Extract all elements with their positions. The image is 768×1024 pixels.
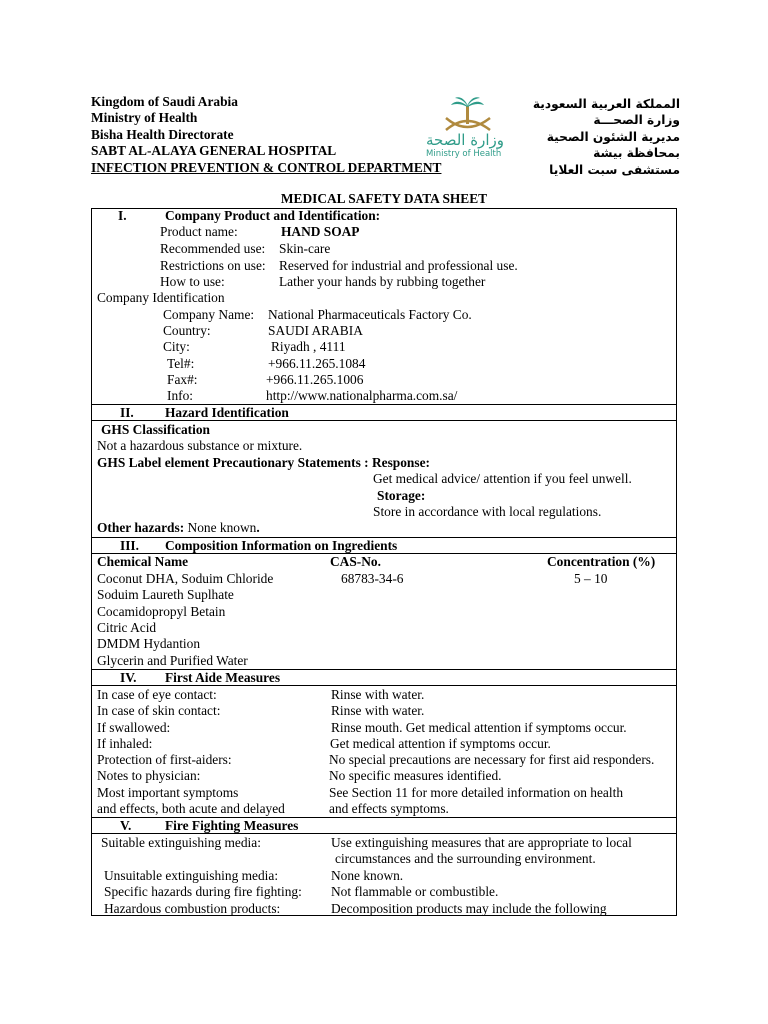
city-label: City: — [163, 339, 190, 354]
specific-hazards-label: Specific hazards during fire fighting: — [104, 884, 302, 899]
fax-value: +966.11.265.1006 — [266, 372, 364, 387]
first-aid-label: Protection of first-aiders: — [97, 752, 232, 767]
first-aid-label: If swallowed: — [97, 720, 171, 735]
section-4-number: IV. — [120, 670, 137, 685]
tel-label: Tel#: — [167, 356, 195, 371]
first-aid-value: Rinse mouth. Get medical attention if symptoms occur. — [331, 720, 627, 735]
header-line-ministry: Ministry of Health — [91, 110, 198, 126]
document-title: MEDICAL SAFETY DATA SHEET — [280, 191, 488, 206]
first-aid-label: In case of skin contact: — [97, 703, 221, 718]
ingredient-row: Citric Acid — [97, 620, 157, 635]
other-hazards-value: None known — [187, 520, 257, 535]
column-concentration: Concentration (%) — [547, 554, 656, 569]
restrictions-label: Restrictions on use: — [160, 258, 266, 273]
ministry-logo — [424, 96, 512, 162]
tel-value: +966.11.265.1084 — [268, 356, 366, 371]
section-3-title: Composition Information on Ingredients — [165, 538, 398, 553]
header-arabic-governorate: بمحافظة بيشة — [593, 146, 680, 161]
first-aid-value: Rinse with water. — [331, 703, 425, 718]
suitable-media-value-continued: circumstances and the surrounding environment. — [335, 851, 596, 866]
ghs-label-heading: GHS Label element Precautionary Statements : Response: — [97, 455, 430, 470]
column-cas-no: CAS-No. — [330, 554, 381, 569]
header-line-kingdom: Kingdom of Saudi Arabia — [91, 94, 238, 109]
ingredient-row: DMDM Hydantion — [97, 636, 201, 651]
recommended-use-value: Skin-care — [279, 241, 331, 256]
header-arabic-directorate: مديرية الشئون الصحية — [546, 129, 680, 144]
first-aid-value: Get medical attention if symptoms occur. — [330, 736, 551, 751]
header-line-hospital: SABT AL-ALAYA GENERAL HOSPITAL — [91, 143, 337, 159]
concentration-value: 5 – 10 — [574, 571, 608, 586]
section-2-title: Hazard Identification — [165, 405, 289, 420]
column-chemical-name: Chemical Name — [97, 554, 189, 569]
other-hazards-label: Other hazards: — [97, 520, 185, 535]
combustion-products-value: Decomposition products may include the following — [331, 901, 607, 916]
header-line-department: INFECTION PREVENTION & CONTROL DEPARTMENT — [91, 159, 442, 175]
first-aid-label: Most important symptoms — [97, 785, 239, 800]
header-english-block — [91, 94, 441, 176]
section-3-number: III. — [120, 538, 139, 553]
combustion-products-label: Hazardous combustion products: — [104, 901, 281, 916]
other-hazards-period: . — [256, 520, 260, 535]
section-1-number: I. — [118, 208, 127, 223]
ingredient-row: Coconut DHA, Soduim Chloride — [97, 571, 274, 586]
logo-english-text: Ministry of Health — [426, 149, 502, 159]
country-label: Country: — [163, 323, 211, 338]
company-identification-heading: Company Identification — [97, 290, 225, 305]
first-aid-value: See Section 11 for more detailed information on health — [329, 785, 624, 800]
response-text: Get medical advice/ attention if you feel unwell. — [373, 471, 632, 486]
country-value: SAUDI ARABIA — [268, 323, 363, 338]
first-aid-label: If inhaled: — [97, 736, 153, 751]
other-hazards-line — [97, 520, 260, 536]
first-aid-value: Rinse with water. — [331, 687, 425, 702]
first-aid-label: and effects, both acute and delayed — [97, 801, 285, 816]
restrictions-value: Reserved for industrial and professional use. — [279, 258, 518, 273]
company-name-label: Company Name: — [163, 307, 255, 322]
logo-arabic-text: وزارة الصحة — [426, 131, 504, 149]
product-name-value: HAND SOAP — [281, 224, 360, 239]
first-aid-label: In case of eye contact: — [97, 687, 217, 702]
company-name-value: National Pharmaceuticals Factory Co. — [268, 307, 472, 322]
storage-text: Store in accordance with local regulations. — [373, 504, 602, 519]
first-aid-value: No special precautions are necessary for first aid responders. — [329, 752, 655, 767]
unsuitable-media-label: Unsuitable extinguishing media: — [104, 868, 279, 883]
ingredient-row: Cocamidopropyl Betain — [97, 604, 226, 619]
header-line-directorate: Bisha Health Directorate — [91, 126, 234, 142]
product-name-label: Product name: — [160, 224, 238, 239]
ghs-classification-text: Not a hazardous substance or mixture. — [97, 438, 303, 453]
header-arabic-ministry: وزارة الصحـــة — [593, 113, 680, 128]
city-value: Riyadh , 4111 — [271, 339, 346, 354]
storage-heading: Storage: — [377, 488, 426, 503]
fax-label: Fax#: — [167, 372, 198, 387]
info-url[interactable]: http://www.nationalpharma.com.sa/ — [266, 388, 458, 403]
cas-number-value: 68783-34-6 — [341, 571, 404, 586]
specific-hazards-value: Not flammable or combustible. — [331, 884, 499, 899]
section-4-title: First Aide Measures — [165, 670, 281, 685]
info-label: Info: — [167, 388, 194, 403]
header-arabic-block — [533, 96, 680, 178]
recommended-use-label: Recommended use: — [160, 241, 266, 256]
ingredient-row: Glycerin and Purified Water — [97, 653, 248, 668]
section-2-number: II. — [120, 405, 134, 420]
suitable-media-value: Use extinguishing measures that are appropriate to local — [331, 835, 632, 850]
how-to-use-label: How to use: — [160, 274, 225, 289]
unsuitable-media-value: None known. — [331, 868, 404, 883]
first-aid-value: No specific measures identified. — [329, 768, 502, 783]
how-to-use-value: Lather your hands by rubbing together — [279, 274, 486, 289]
header-arabic-hospital: مستشفى سبت العلايا — [549, 162, 680, 177]
first-aid-label: Notes to physician: — [97, 768, 201, 783]
header-arabic-kingdom: المملكة العربية السعودية — [532, 97, 680, 111]
section-5-number: V. — [120, 818, 132, 833]
ghs-classification-heading: GHS Classification — [101, 422, 210, 437]
section-1-title: Company Product and Identification: — [165, 208, 381, 223]
suitable-media-label: Suitable extinguishing media: — [101, 835, 261, 850]
section-5-title: Fire Fighting Measures — [165, 818, 299, 833]
first-aid-value: and effects symptoms. — [329, 801, 449, 816]
ingredient-row: Soduim Laureth Suplhate — [97, 587, 234, 602]
